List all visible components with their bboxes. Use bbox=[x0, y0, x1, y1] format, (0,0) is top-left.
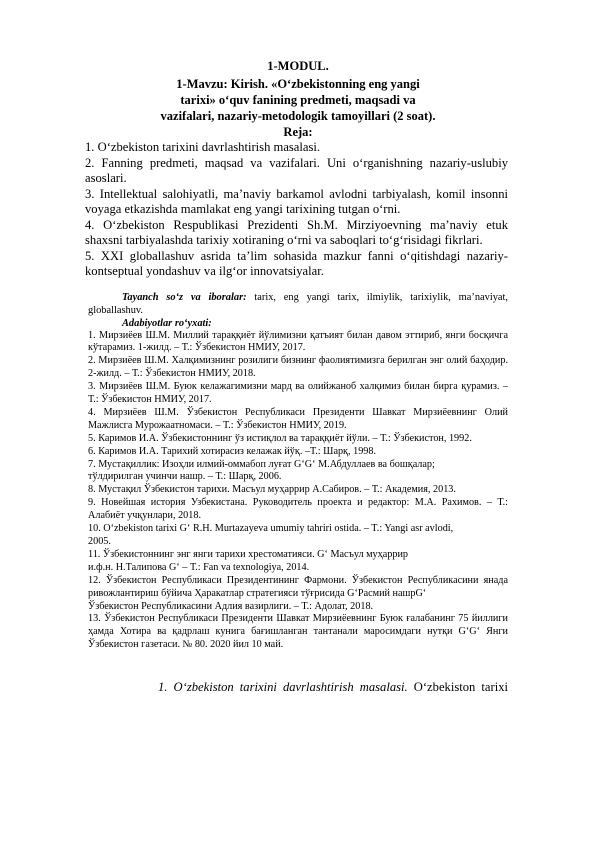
document-page bbox=[85, 58, 509, 695]
keywords-paragraph bbox=[88, 291, 508, 317]
reference-item: 11. Ўзбекистоннинг энг янги тарихи хрестоматияси. G‘ Масъул муҳаррир bbox=[88, 548, 409, 560]
plan-item: 4. O‘zbekiston Respublikasi Prezidenti Sh.M. Mirziyoevning ma’naviy etuk shaxsni tarbiyalashda tarixiy xotiraning o‘rni va saboqlari to‘g‘risidagi fikrlari. bbox=[85, 217, 508, 247]
plan-item: 3. Intellektual salohiyatli, ma’naviy barkamol avlodni tarbiyalash, komil insonni voyaga etkazishda mamlakat eng yangi tarixining tutgan o‘rni. bbox=[85, 186, 508, 216]
reference-item: тўлдирилган учинчи нашр. – Т.: Шарқ, 2006. bbox=[88, 471, 282, 483]
reference-item: 9. Новейшая история Узбекистана. Руководитель проекта и редактор: М.А. Рахимов. – Т.: Алабиёт учқунлари, 2018. bbox=[88, 497, 508, 522]
plan-item: 1. O‘zbekiston tarixini davrlashtirish masalasi. bbox=[85, 140, 321, 154]
reference-list bbox=[88, 330, 508, 653]
reference-item: 2. Мирзиёев Ш.М. Халқимизнинг розилиги бизнинг фаолиятимизга берилган энг олий баҳодир. 2-жилд. – Т.: Ўзбекистон НМИУ, 2018. bbox=[88, 355, 508, 380]
topic-title-line-2: tarixi» o‘quv fanining predmeti, maqsadi va bbox=[180, 93, 416, 107]
reference-item: Ўзбекистон Республикасини Адлия вазирлиги. – Т.: Адолат, 2018. bbox=[88, 600, 374, 612]
section-heading: 1. O‘zbekiston tarixini davrlashtirish masalasi. bbox=[158, 680, 408, 695]
keywords-text: tarix, eng yangi tarix, ilmiylik, tarixiylik, ma’naviyat, globallashuv. bbox=[88, 291, 509, 316]
reference-item: 13. Ўзбекистон Республикаси Президенти Шавкат Мирзиёевнинг Буюк ғалабанинг 75 йиллиги ҳамда Хотира ва қадрлаш кунига бағишланган тантанали маросимдаги нутқи G‘G‘ Янги Ўзбекистон газетаси. № 80. 2020 йил 10 май. bbox=[88, 613, 508, 651]
section-paragraph bbox=[88, 679, 508, 695]
reference-item: 3. Мирзиёев Ш.М. Буюк келажагимизни мард ва олийжаноб халқимиз билан бирга қурамиз. – Т.: Ўзбекистон НМИУ, 2017. bbox=[88, 381, 508, 406]
reference-item: 1. Мирзиёев Ш.М. Миллий тараққиёт йўлимизни қатъият билан давом эттириб, янги босқичга кўтарамиз. 1-жилд. – Т.: Ўзбекистон НМИУ, 2017. bbox=[88, 329, 508, 354]
reference-item: 5. Каримов И.А. Ўзбекистоннинг ўз истиқлол ва тараққиёт йўли. – Т.: Ўзбекистон, 1992. bbox=[88, 432, 472, 444]
reference-item: 7. Мустақиллик: Изоҳли илмий-оммабоп луғат G‘G‘ М.Абдуллаев ва бошқалар; bbox=[88, 458, 435, 470]
plan-list bbox=[85, 140, 508, 280]
plan-item: 5. XXI globallashuv asrida ta’lim sohasida mazkur fanni o‘qitishdagi nazariy-kontseptual yondashuv va ilg‘or innovatsiyalar. bbox=[85, 248, 508, 278]
literature-heading: Adabiyotlar ro‘yxati: bbox=[122, 317, 212, 329]
section-text: O‘zbekiston tarixi bbox=[407, 680, 508, 695]
reference-item: 4. Мирзиёев Ш.М. Ўзбекистон Республикаси Президенти Шавкат Мирзиёевнинг Олий Мажлисга Мурожаатномаси. – Т.: Ўзбекистон НМИУ, 2019. bbox=[88, 406, 508, 431]
reference-item: 12. Ўзбекистон Республикаси Президентининг Фармони. Ўзбекистон Республикасини янада ривожлантириш бўйича Ҳаракатлар стратегияси тўғрисида G‘Расмий нашрG‘ bbox=[88, 574, 508, 599]
reference-item: 2005. bbox=[88, 536, 111, 547]
topic-title-line-1: 1-Mavzu: Kirish. «O‘zbekistonning eng yangi bbox=[176, 77, 420, 91]
module-heading: 1-MODUL. bbox=[267, 59, 329, 73]
reference-item: 8. Мустақил Ўзбекистон тарихи. Масъул муҳаррир А.Сабиров. – Т.: Академия, 2013. bbox=[88, 484, 456, 496]
reference-item: и.ф.н. Н.Талипова G‘ – Т.: Fan va texnologiya, 2014. bbox=[88, 561, 310, 573]
plan-item: 2. Fanning predmeti, maqsad va vazifalari. Uni o‘rganishning nazariy-uslubiy asoslari. bbox=[85, 155, 508, 185]
reference-item: 6. Каримов И.А. Тарихий хотирасиз келажак йўқ. –Т.: Шарқ, 1998. bbox=[88, 445, 377, 457]
plan-heading: Reja: bbox=[283, 125, 313, 139]
reference-item: 10. O‘zbekiston tarixi G‘ R.H. Murtazayeva umumiy tahriri ostida. – T.: Yangi asr avlodi, bbox=[88, 523, 454, 535]
keywords-label: Tayanch so‘z va iboralar: bbox=[122, 291, 247, 303]
topic-title-line-3: vazifalari, nazariy-metodologik tamoyillari (2 soat). bbox=[160, 109, 436, 123]
